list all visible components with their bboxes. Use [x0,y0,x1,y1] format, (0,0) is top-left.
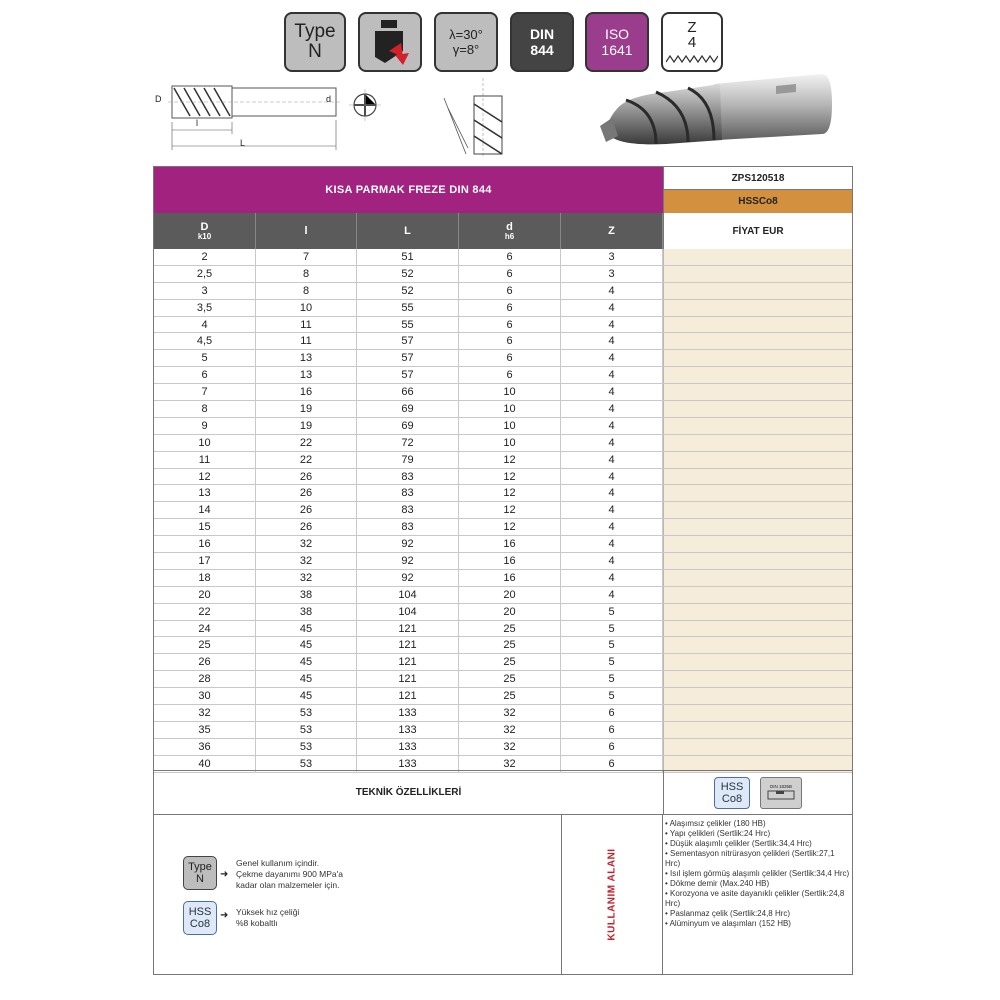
usage-item: • Paslanmaz çelik (Sertlik:24,8 Hrc) [665,909,851,919]
cell-price [663,317,852,333]
cell-d: 32 [459,756,561,772]
cell-price [663,384,852,400]
cell-price [663,249,852,265]
cell-D: 4 [154,317,256,333]
iso-badge-line2: 1641 [601,42,633,58]
legend-type-line2: N [196,873,204,885]
legend-type-text-3: kadar olan malzemeler için. [236,880,340,890]
cell-D: 7 [154,384,256,400]
table-row [154,621,852,638]
cell-d: 6 [459,283,561,299]
cell-d: 10 [459,418,561,434]
cell-price [663,485,852,501]
cell-D: 25 [154,637,256,653]
header-Z-label: Z [608,224,615,237]
usage-list [665,819,851,929]
cell-l: 19 [256,401,357,417]
cell-L: 55 [357,317,459,333]
cell-l: 13 [256,350,357,366]
table-row [154,722,852,739]
technical-icons [663,770,852,815]
table-row [154,637,852,654]
cell-L: 104 [357,587,459,603]
cell-l: 26 [256,485,357,501]
type-badge-line2: N [308,41,322,62]
legend-panel [154,815,562,974]
cell-price [663,570,852,586]
legend-type-line1: Type [188,861,212,873]
cell-L: 133 [357,756,459,772]
cell-Z: 4 [561,317,663,333]
cell-price [663,671,852,687]
cell-price [663,519,852,535]
cell-L: 83 [357,469,459,485]
cell-price [663,502,852,518]
cell-D: 2,5 [154,266,256,282]
cell-Z: 3 [561,266,663,282]
table-row [154,587,852,604]
cell-D: 24 [154,621,256,637]
header-L [357,213,459,249]
cell-d: 10 [459,401,561,417]
cell-price [663,604,852,620]
din-badge-line1: DIN [529,26,555,42]
header-d [459,213,561,249]
cell-D: 6 [154,367,256,383]
cell-L: 72 [357,435,459,451]
cell-l: 32 [256,570,357,586]
cell-l: 53 [256,705,357,721]
din-1835b-icon [760,777,802,809]
usage-item: • Isıl işlem görmüş alaşımlı çelikler (Sertlik:34,4 Hrc) [665,869,851,879]
product-table [153,166,853,975]
cell-Z: 4 [561,367,663,383]
table-row [154,249,852,266]
cell-L: 57 [357,350,459,366]
usage-item: • Yapı çelikleri (Sertlik:24 Hrc) [665,829,851,839]
table-row [154,705,852,722]
cell-D: 22 [154,604,256,620]
header-Z [561,213,663,249]
cell-d: 10 [459,435,561,451]
header-d-label: d [506,220,513,233]
dim-label-d: d [326,94,332,104]
angle-badge [434,12,498,72]
table-row [154,739,852,756]
cell-price [663,283,852,299]
header-L-label: L [404,224,411,237]
cell-price [663,637,852,653]
usage-title: KULLANIM ALANI [606,848,618,941]
cell-l: 22 [256,435,357,451]
cell-D: 2 [154,249,256,265]
legend-hss-text-2: %8 kobaltlı [236,918,278,928]
cell-l: 45 [256,688,357,704]
hss-icon-line2: Co8 [721,792,743,805]
helix-angle-label: λ=30° [449,27,483,42]
table-row [154,418,852,435]
cell-l: 8 [256,266,357,282]
cell-Z: 4 [561,401,663,417]
legend-type-badge [183,856,217,890]
table-row [154,317,852,334]
table-row [154,452,852,469]
cell-Z: 4 [561,452,663,468]
cell-l: 45 [256,637,357,653]
cell-l: 45 [256,654,357,670]
cell-Z: 4 [561,519,663,535]
cell-price [663,418,852,434]
cell-price [663,435,852,451]
type-badge-line1: Type [294,21,336,42]
legend-hss-arrow-icon: ➜ [220,910,229,921]
header-d-tolerance: h6 [504,231,515,241]
cell-l: 26 [256,469,357,485]
cell-L: 79 [357,452,459,468]
cell-Z: 5 [561,688,663,704]
cell-L: 92 [357,536,459,552]
cell-price [663,367,852,383]
cell-D: 11 [154,452,256,468]
table-row [154,367,852,384]
cell-d: 6 [459,266,561,282]
cell-D: 4,5 [154,333,256,349]
cell-d: 12 [459,519,561,535]
cell-d: 32 [459,739,561,755]
table-row [154,688,852,705]
cell-d: 16 [459,553,561,569]
usage-title-column [562,815,663,974]
cell-D: 5 [154,350,256,366]
cell-D: 15 [154,519,256,535]
table-row [154,485,852,502]
cell-price [663,553,852,569]
legend-type-text [236,858,343,891]
dim-label-L: L [240,138,246,148]
legend-hss-line1: HSS [188,906,212,918]
cell-L: 83 [357,519,459,535]
cell-l: 10 [256,300,357,316]
cell-price [663,705,852,721]
cell-Z: 4 [561,350,663,366]
din-badge-line2: 844 [530,42,554,58]
cell-Z: 5 [561,637,663,653]
cell-d: 20 [459,587,561,603]
cell-l: 7 [256,249,357,265]
legend-hss-line2: Co8 [189,918,211,930]
cutting-direction-badge [358,12,422,72]
cell-D: 40 [154,756,256,772]
cell-price [663,739,852,755]
cell-L: 121 [357,621,459,637]
cell-D: 12 [154,469,256,485]
cell-D: 9 [154,418,256,434]
cutting-direction-icon [365,17,415,67]
cell-price [663,300,852,316]
cell-l: 32 [256,536,357,552]
cell-Z: 4 [561,469,663,485]
cell-d: 10 [459,384,561,400]
table-row [154,604,852,621]
cell-Z: 6 [561,722,663,738]
cell-d: 6 [459,317,561,333]
cell-D: 3 [154,283,256,299]
cell-Z: 4 [561,300,663,316]
cell-d: 6 [459,367,561,383]
cell-Z: 4 [561,485,663,501]
cell-L: 83 [357,502,459,518]
z-badge-line2: 4 [687,34,697,51]
header-l [256,213,357,249]
cell-Z: 4 [561,384,663,400]
cell-Z: 4 [561,435,663,451]
header-D-label: D [200,220,209,233]
legend-type-text-1: Genel kullanım içindir. [236,858,320,868]
cell-price [663,587,852,603]
cell-d: 12 [459,502,561,518]
table-row [154,350,852,367]
cell-L: 66 [357,384,459,400]
z-badge-line1: Z [687,19,697,36]
cell-l: 45 [256,621,357,637]
cell-L: 92 [357,570,459,586]
cell-L: 57 [357,367,459,383]
cell-L: 83 [357,485,459,501]
end-mill-product-image [596,70,836,162]
table-row [154,553,852,570]
cell-d: 12 [459,452,561,468]
hss-co8-icon [714,777,750,809]
cell-l: 53 [256,739,357,755]
din-badge [510,12,574,72]
cell-l: 38 [256,604,357,620]
cell-L: 104 [357,604,459,620]
cell-l: 19 [256,418,357,434]
cell-L: 121 [357,688,459,704]
legend-hss-badge [183,901,217,935]
cell-d: 12 [459,485,561,501]
cell-d: 25 [459,654,561,670]
cell-D: 18 [154,570,256,586]
cell-L: 92 [357,553,459,569]
cell-price [663,621,852,637]
iso-badge-line1: ISO [604,26,630,42]
legend-hss-text-1: Yüksek hız çeliği [236,907,300,917]
cell-d: 6 [459,249,561,265]
cell-l: 13 [256,367,357,383]
cell-L: 121 [357,671,459,687]
cell-L: 57 [357,333,459,349]
cell-d: 25 [459,637,561,653]
cell-l: 8 [256,283,357,299]
cell-L: 69 [357,418,459,434]
table-row [154,519,852,536]
usage-item: • Sementasyon nitrürasyon çelikleri (Sertlik:27,1 Hrc) [665,849,851,869]
teeth-icon [666,54,718,64]
cell-price [663,688,852,704]
cell-D: 10 [154,435,256,451]
cell-d: 6 [459,350,561,366]
cell-l: 45 [256,671,357,687]
hss-icon-line1: HSS [720,780,744,793]
cell-Z: 4 [561,587,663,603]
cell-l: 53 [256,722,357,738]
cell-D: 13 [154,485,256,501]
cell-l: 53 [256,756,357,772]
cell-D: 8 [154,401,256,417]
cell-price [663,536,852,552]
cell-d: 6 [459,300,561,316]
dim-label-D: D [155,94,162,104]
usage-item: • Düşük alaşımlı çelikler (Sertlik:34,4 Hrc) [665,839,851,849]
cell-l: 11 [256,317,357,333]
cell-D: 26 [154,654,256,670]
legend-hss-text [236,907,299,929]
table-row [154,570,852,587]
table-row [154,671,852,688]
cell-Z: 6 [561,756,663,772]
cell-D: 30 [154,688,256,704]
cell-l: 38 [256,587,357,603]
cell-price [663,266,852,282]
table-title: KISA PARMAK FREZE DIN 844 [154,167,663,213]
cell-price [663,654,852,670]
cell-Z: 6 [561,739,663,755]
table-row [154,502,852,519]
cell-L: 51 [357,249,459,265]
usage-item: • Alüminyum ve alaşımları (152 HB) [665,919,851,929]
usage-item: • Korozyona ve asite dayanıklı çelikler (Sertlik:24,8 Hrc) [665,889,851,909]
cell-Z: 4 [561,553,663,569]
dim-label-l: l [196,118,198,128]
product-code: ZPS120518 [663,167,852,190]
cell-D: 16 [154,536,256,552]
shank-icon [766,789,796,801]
cell-d: 20 [459,604,561,620]
cell-price [663,333,852,349]
cell-L: 133 [357,722,459,738]
cell-l: 32 [256,553,357,569]
cell-Z: 4 [561,570,663,586]
cell-d: 32 [459,705,561,721]
header-D-tolerance: k10 [197,231,212,241]
cell-Z: 5 [561,604,663,620]
table-row [154,384,852,401]
header-l-label: l [304,224,308,237]
cell-l: 16 [256,384,357,400]
cell-L: 52 [357,283,459,299]
table-body [154,249,852,773]
flute-count-badge [661,12,723,72]
end-view-icon [348,88,382,122]
cell-D: 14 [154,502,256,518]
end-mill-side-drawing [150,78,350,156]
material-label: HSSCo8 [663,190,852,213]
table-row [154,435,852,452]
cell-price [663,401,852,417]
usage-item: • Dökme demir (Max.240 HB) [665,879,851,889]
cell-d: 25 [459,671,561,687]
cell-D: 3,5 [154,300,256,316]
cell-D: 35 [154,722,256,738]
cell-d: 25 [459,688,561,704]
table-row [154,536,852,553]
cell-d: 6 [459,333,561,349]
cell-D: 28 [154,671,256,687]
usage-item: • Alaşımsız çelikler (180 HB) [665,819,851,829]
cell-L: 133 [357,705,459,721]
cell-Z: 3 [561,249,663,265]
cell-D: 17 [154,553,256,569]
type-n-badge [284,12,346,72]
cell-d: 16 [459,570,561,586]
cell-L: 121 [357,637,459,653]
cell-L: 69 [357,401,459,417]
table-row [154,266,852,283]
cell-L: 121 [357,654,459,670]
cell-D: 20 [154,587,256,603]
cell-price [663,469,852,485]
table-row [154,283,852,300]
cell-L: 52 [357,266,459,282]
cell-l: 22 [256,452,357,468]
cell-Z: 4 [561,502,663,518]
cell-Z: 4 [561,536,663,552]
table-row [154,401,852,418]
header-D [154,213,256,249]
cell-Z: 6 [561,705,663,721]
cell-Z: 4 [561,418,663,434]
table-row [154,300,852,317]
cell-Z: 5 [561,654,663,670]
price-header: FİYAT EUR [663,213,852,249]
table-row [154,654,852,671]
cell-d: 16 [459,536,561,552]
cell-Z: 5 [561,621,663,637]
cell-L: 55 [357,300,459,316]
table-row [154,469,852,486]
legend-type-text-2: Çekme dayanımı 900 MPa'a [236,869,343,879]
table-row [154,333,852,350]
cell-l: 11 [256,333,357,349]
cell-d: 12 [459,469,561,485]
cell-d: 32 [459,722,561,738]
technical-title: TEKNİK ÖZELLİKLERİ [154,770,663,815]
cell-Z: 4 [561,333,663,349]
helix-angle-drawing [438,78,518,158]
cell-Z: 5 [561,671,663,687]
cell-d: 25 [459,621,561,637]
cell-price [663,350,852,366]
din-1835b-label: DIN 1835B [769,784,792,789]
cell-L: 133 [357,739,459,755]
cell-D: 32 [154,705,256,721]
cell-l: 26 [256,519,357,535]
cell-price [663,452,852,468]
iso-badge [585,12,649,72]
cell-Z: 4 [561,283,663,299]
cell-l: 26 [256,502,357,518]
legend-type-arrow-icon: ➜ [220,869,229,880]
rake-angle-label: γ=8° [452,42,480,57]
cell-price [663,722,852,738]
cell-D: 36 [154,739,256,755]
